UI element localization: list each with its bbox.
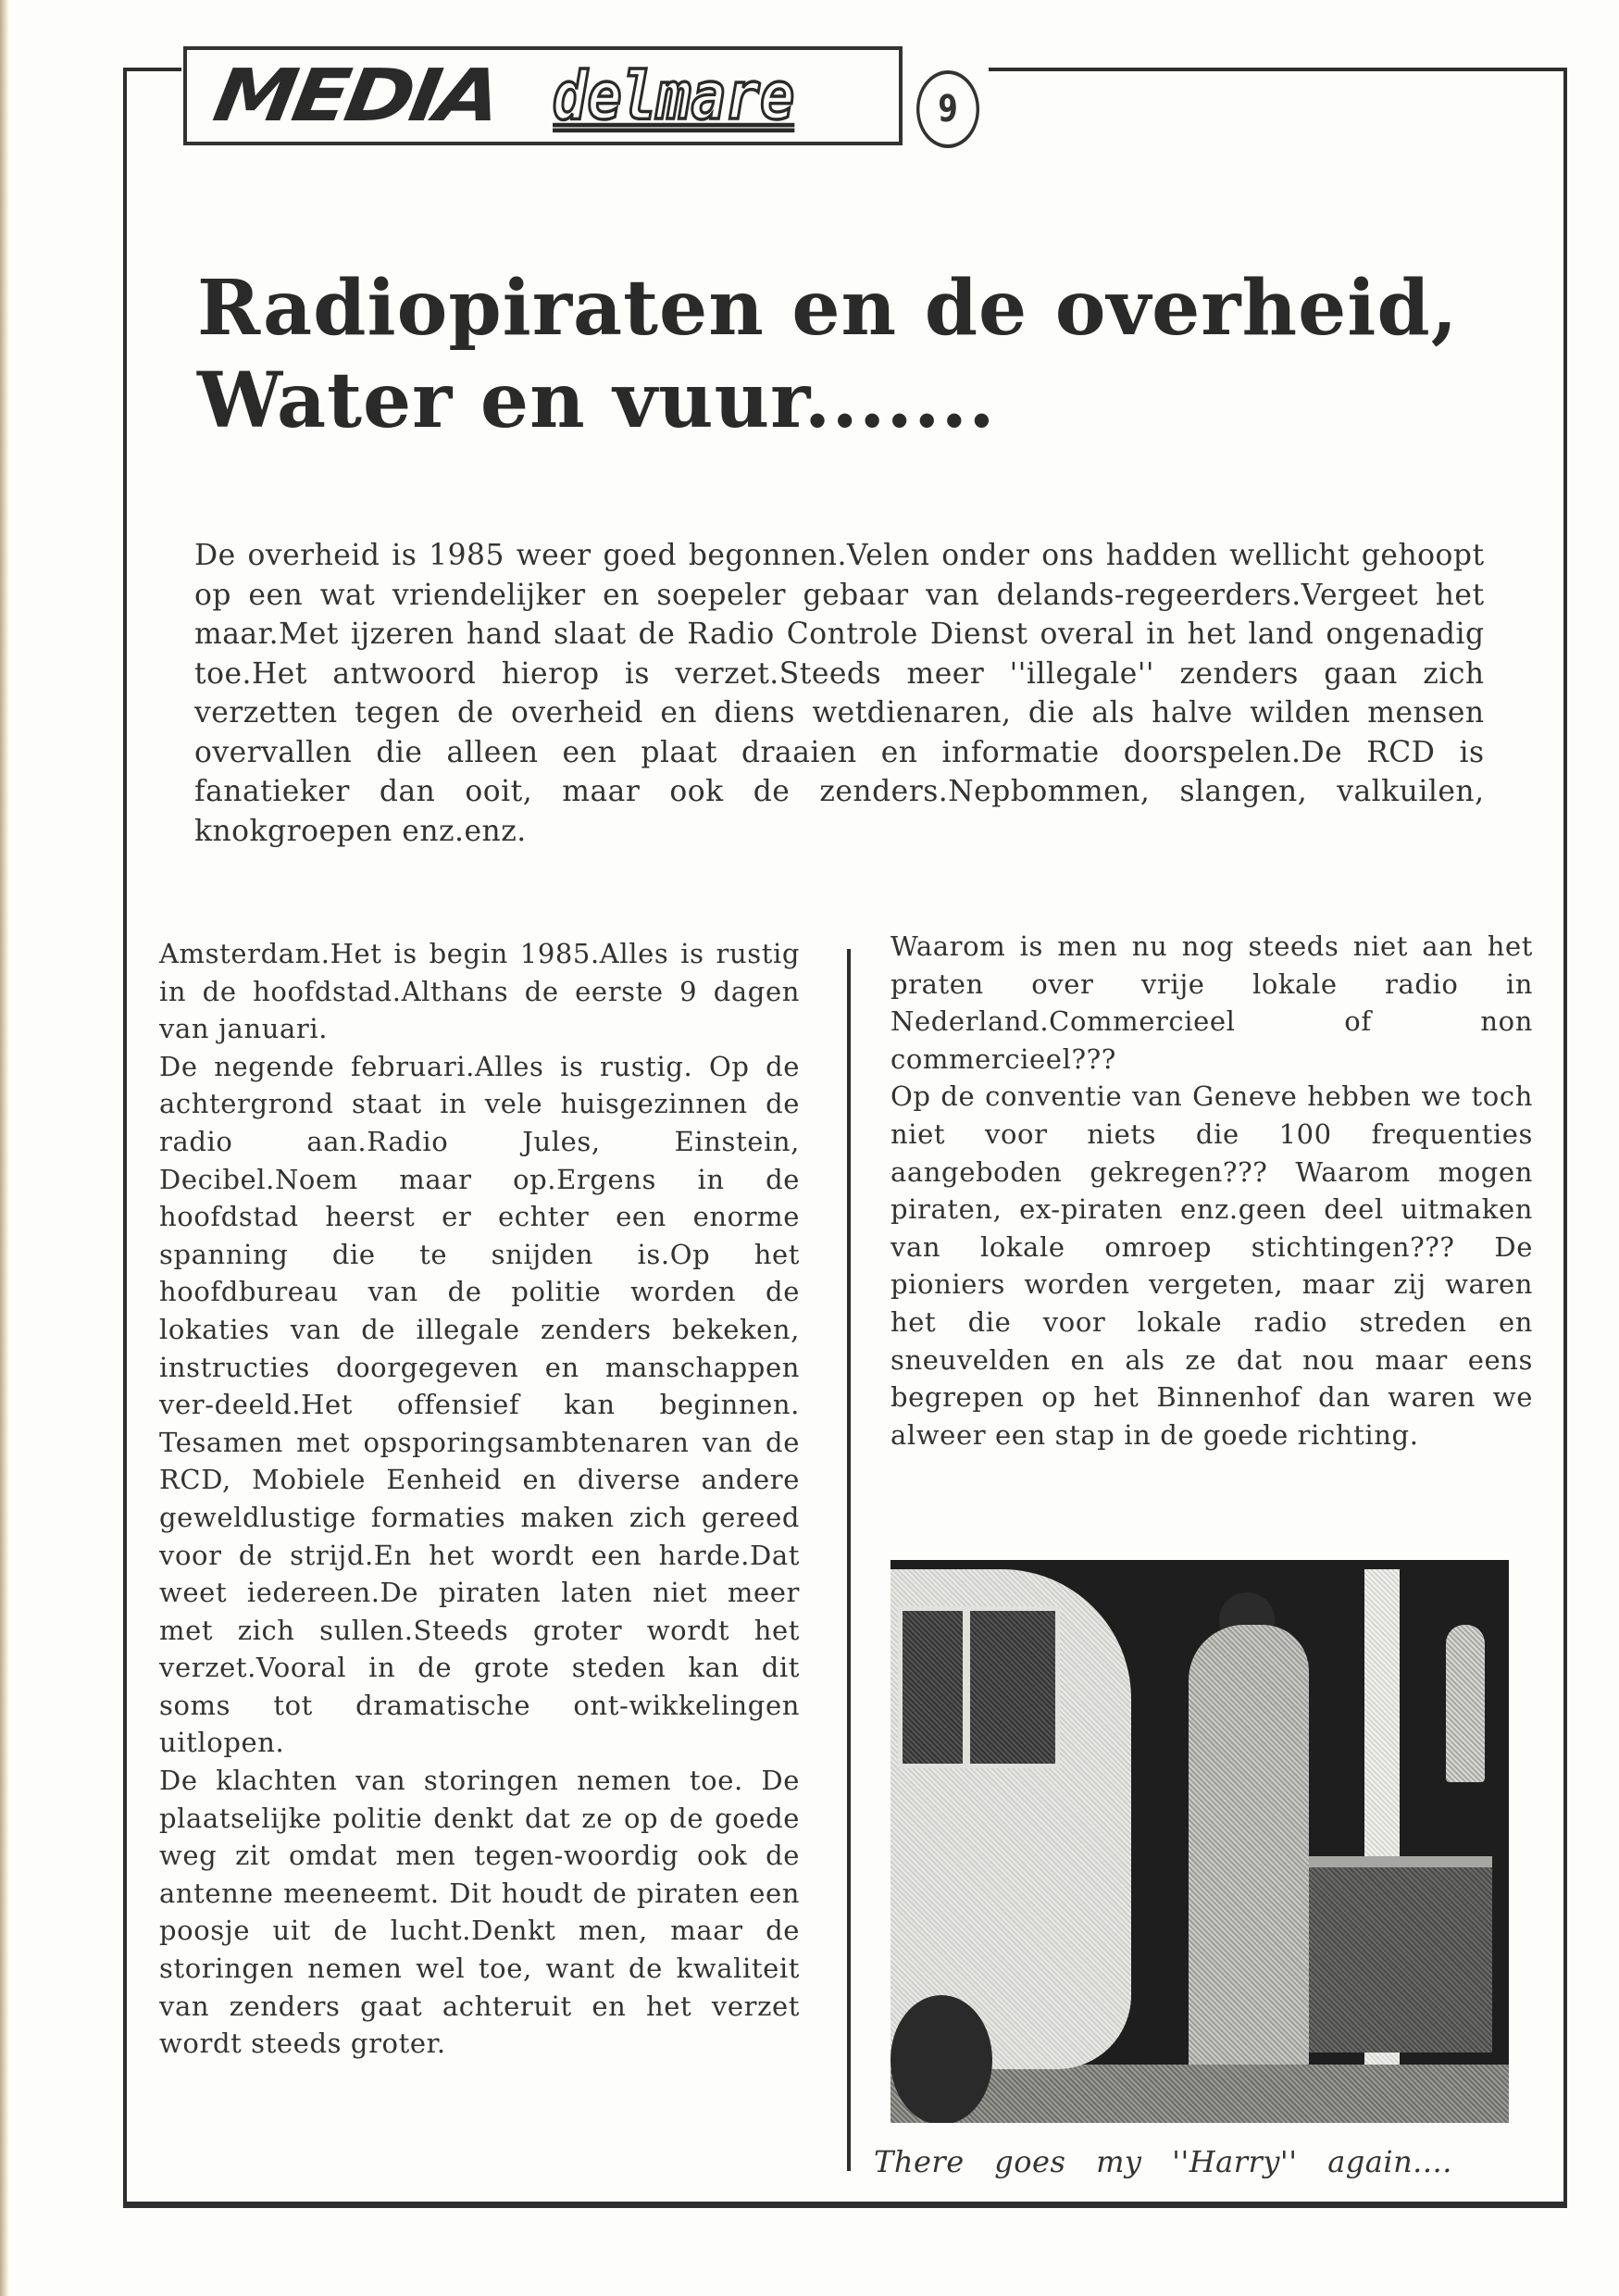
masthead-brand-main: MEDIA (207, 54, 504, 138)
photo-bystander (1446, 1625, 1485, 1782)
masthead-brand-sub: delmare (553, 56, 795, 134)
page-number-value: 9 (938, 88, 958, 131)
right-paragraph: Waarom is men nu nog steeds niet aan het praten over vrije lokale radio in Nederland.Commercieel of non commercieel??? (890, 930, 1533, 1075)
column-divider (847, 949, 851, 2171)
page-number (916, 70, 979, 148)
left-paragraph: Amsterdam.Het is begin 1985.Alles is rustig in de hoofdstad.Althans de eerste 9 dagen van januari. (159, 938, 800, 1045)
title-line-2: Water en vuur....... (197, 356, 996, 445)
left-paragraph: De klachten van storingen nemen toe. De plaatselijke politie denkt dat ze op de goede weg zit omdat men tegen-woordig ook de antenne meeneemt. Dit houdt de piraten een poosje uit de lucht.Denkt men, maar de storingen nemen wel toe, want de kwaliteit van zenders gaat achteruit en het verzet wordt steeds groter. (159, 1765, 800, 2060)
photo-van-wheel (890, 1995, 992, 2123)
photo-van-window (898, 1606, 1060, 1768)
scan-binding-edge (0, 0, 9, 2296)
masthead (183, 46, 903, 145)
photo-caption: There goes my ''Harry'' again.... (874, 2144, 1452, 2179)
photo-van-window-bar (963, 1606, 970, 1764)
article-intro (194, 535, 1485, 850)
right-column (890, 928, 1533, 1454)
intro-paragraph: De overheid is 1985 weer goed begonnen.Velen onder ons hadden wellicht gehoopt op een wat vriendelijker en soepeler gebaar van delands-regeerders.Vergeet het maar.Met ijzeren hand slaat de Radio Controle Dienst overal in het land ongenadig toe.Het antwoord hierop is verzet.Steeds meer ''illegale'' zenders gaan zich verzetten tegen de overheid en diens wetdienaren, die als halve wilden mensen overvallen die alleen een plaat draaien en informatie doorspelen.De RCD is fanatieker dan ooit, maar ook de zenders.Nepbommen, slangen, valkuilen, knokgroepen enz.enz. (194, 537, 1485, 848)
left-column (159, 935, 800, 2063)
article-photo (890, 1560, 1509, 2123)
photo-man (1189, 1625, 1309, 2106)
right-paragraph: Op de conventie van Geneve hebben we toch niet voor niets die 100 frequenties aangeboden gekregen??? Waarom mogen piraten, ex-piraten enz.geen deel uitmaken van lokale omroep stichtingen??? De pioniers worden vergeten, maar zij waren het die voor lokale radio streden en sneuvelden en als ze dat nou maar eens begrepen op het Binnenhof dan waren we alweer een stap in de goede richting. (890, 1080, 1533, 1451)
title-line-1: Radiopiraten en de overheid, (197, 264, 1459, 353)
article-title (197, 262, 1530, 447)
left-paragraph: De negende februari.Alles is rustig. Op de achtergrond staat in vele huisgezinnen de radio aan.Radio Jules, Einstein, Decibel.Noem maar op.Ergens in de hoofdstad heerst er echter een enorme spanning die te snijden is.Op het hoofdbureau van de politie worden de lokaties van de illegale zenders bekeken, instructies doorgegeven en manschappen ver-deeld.Het offensief kan beginnen. Tesamen met opsporingsambtenaren van de RCD, Mobiele Eenheid en diverse andere geweldlustige formaties maken zich gereed voor de strijd.En het wordt een harde.Dat weet iedereen.De piraten laten niet meer met zich sullen.Steeds groter wordt het verzet.Vooral in de grote steden kan dit soms tot dramatische ont-wikkelingen uitlopen. (159, 1050, 800, 1759)
